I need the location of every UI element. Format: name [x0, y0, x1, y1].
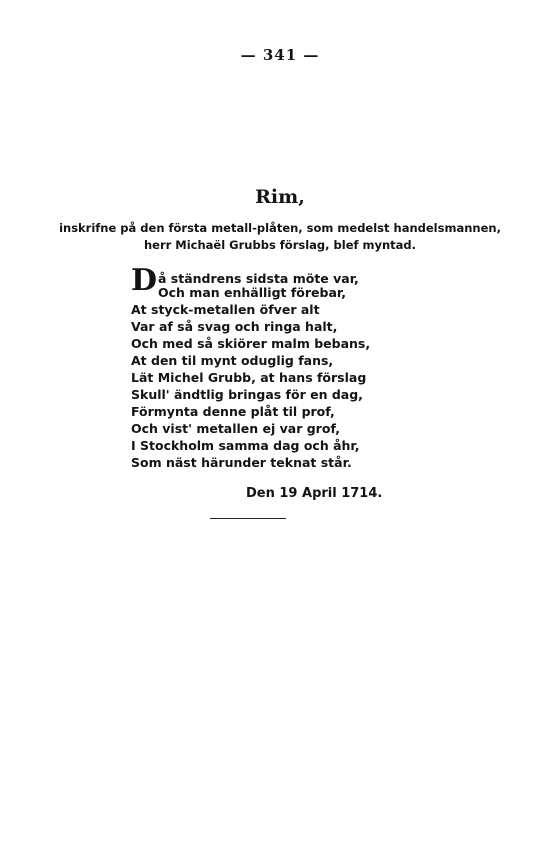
poem-line: Och med så skiörer malm bebans, [131, 336, 371, 351]
poem-line: Var af så svag och ringa halt, [131, 319, 338, 334]
subtitle-line-2: herr Michaël Grubbs förslag, blef myntad. [143, 238, 417, 252]
poem-dateline: Den 19 April 1714. [246, 486, 383, 501]
section-divider [210, 518, 286, 519]
poem-line: Och man enhälligt förebar, [158, 285, 346, 300]
poem-first-line-text: å ständrens sidsta möte var, [158, 271, 359, 286]
poem-line: At den til mynt oduglig fans, [131, 353, 334, 368]
poem-line: Förmynta denne plåt til prof, [131, 404, 335, 419]
page-number: — 341 — [240, 46, 320, 64]
poem-subtitle [40, 220, 520, 254]
poem-line: Som näst härunder teknat står. [131, 455, 352, 470]
poem-line: At styck-metallen öfver alt [131, 302, 320, 317]
subtitle-line-1: inskrifne på den första metall-plåten, som medelst handelsmannen, [59, 221, 501, 235]
poem-body [131, 263, 431, 488]
poem-line: Skull' ändtlig bringas för en dag, [131, 387, 363, 402]
poem-line: Lät Michel Grubb, at hans förslag [131, 370, 367, 385]
poem-title: Rim, [255, 186, 305, 208]
poem-line: Och vist' metallen ej var grof, [131, 421, 340, 436]
poem-line: I Stockholm samma dag och åhr, [131, 438, 360, 453]
drop-cap: D [131, 263, 158, 298]
